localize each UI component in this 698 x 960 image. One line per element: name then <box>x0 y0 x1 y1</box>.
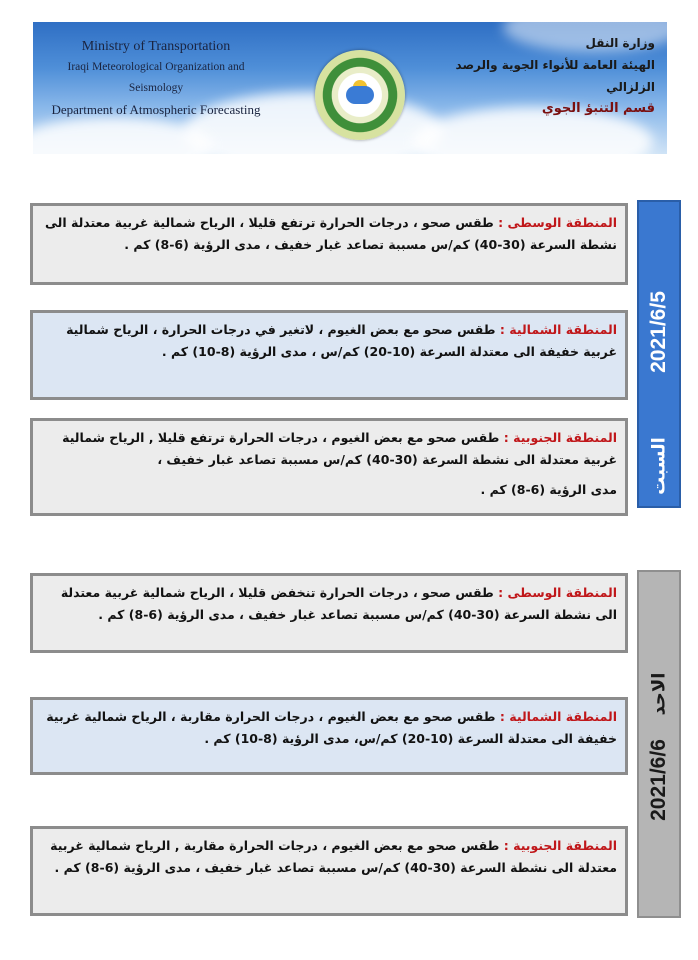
region-label: المنطقة الشمالية : <box>499 709 617 724</box>
header-banner <box>33 22 667 154</box>
day1-forecast-south <box>30 418 628 516</box>
organization-logo-icon <box>315 50 405 140</box>
logo-cloud-icon <box>346 86 374 104</box>
forecast-text: طقس صحو مع بعض الغيوم ، درجات الحرارة مقاربة ، الرياح شمالية غربية خفيفة الى معتدلة السرعة (10-20) كم/س، مدى الرؤية (8-10) كم . <box>46 709 617 746</box>
forecast-text: طقس صحو مع بعض الغيوم ، درجات الحرارة مقاربة , الرياح شمالية غربية معتدلة الى نشطة السرعة (30-40) كم/س مسببة تصاعد غبار خفيف ، مدى الرؤية (6-8) كم . <box>50 838 617 875</box>
ministry-name-ar: وزارة النقل <box>585 36 655 50</box>
department-name-ar: قسم التنبؤ الجوي <box>541 101 655 116</box>
day2-date: 2021/6/6 <box>647 739 670 821</box>
english-header <box>41 36 271 120</box>
day1-forecast-north <box>30 310 628 400</box>
region-label: المنطقة الجنوبية : <box>503 430 617 445</box>
day2-forecast-south <box>30 826 628 916</box>
region-label: المنطقة الشمالية : <box>499 322 617 337</box>
organization-name-en: Iraqi Meteorological Organization and Seismology <box>67 61 245 94</box>
forecast-text: طقس صحو ، درجات الحرارة تنخفض قليلا ، الرياح شمالية غربية معتدلة الى نشطة السرعة (30-40) كم/س مسببة تصاعد غبار خفيف ، مدى الرؤية (6-8) كم . <box>60 585 617 622</box>
region-label: المنطقة الوسطى : <box>498 585 617 600</box>
day1-forecast-central <box>30 203 628 285</box>
ministry-name-en: Ministry of Transportation <box>81 39 231 54</box>
department-name-en: Department of Atmospheric Forecasting <box>51 102 261 117</box>
day1-date-bar <box>637 200 681 508</box>
day2-forecast-north <box>30 697 628 775</box>
region-label: المنطقة الوسطى : <box>498 215 617 230</box>
region-label: المنطقة الجنوبية : <box>503 838 617 853</box>
forecast-text: طقس صحو ، درجات الحرارة ترتفع قليلا ، الرياح شمالية غربية معتدلة الى نشطة السرعة (30-40) كم/س مسببة تصاعد غبار خفيف ، مدى الرؤية (6-8) كم . <box>45 215 617 252</box>
day2-weekday: الاحد <box>648 672 670 716</box>
forecast-text: طقس صحو مع بعض الغيوم ، لاتغير في درجات الحرارة ، الرياح شمالية غربية خفيفة الى معتدلة السرعة (10-20) كم/س ، مدى الرؤية (8-10) كم . <box>66 322 617 359</box>
forecast-text-continued: مدى الرؤية (6-8) كم . <box>480 482 617 497</box>
day1-weekday: السبت <box>648 437 670 495</box>
organization-name-ar: الهيئة العامة للأنواء الجوية والرصد الزلزالي <box>455 58 655 94</box>
arabic-header <box>435 32 655 120</box>
forecast-text: طقس صحو مع بعض الغيوم ، درجات الحرارة ترتفع قليلا , الرياح شمالية غربية معتدلة الى نشطة السرعة (30-40) كم/س مسببة تصاعد غبار خفيف ، <box>62 430 617 467</box>
day2-date-bar <box>637 570 681 918</box>
day1-date: 2021/6/5 <box>647 291 670 373</box>
day2-forecast-central <box>30 573 628 653</box>
